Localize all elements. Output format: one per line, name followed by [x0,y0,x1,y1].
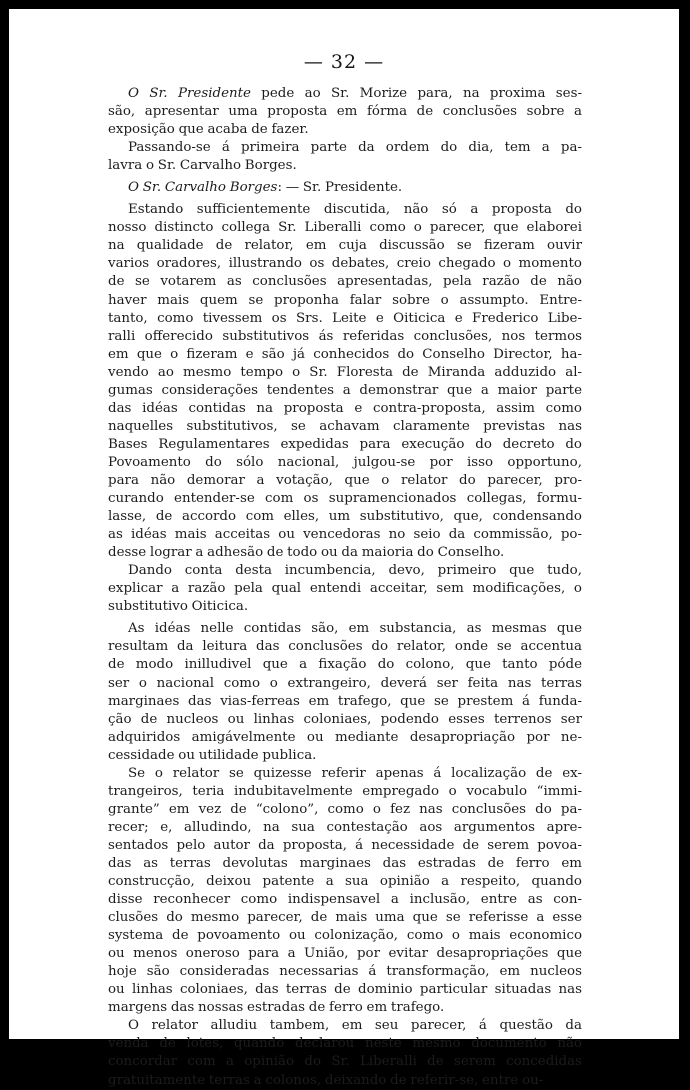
text-line: O relator alludiu tambem, em seu parecer, á questão da [128,1018,582,1034]
paragraph-3 [108,179,582,197]
paragraph-5 [108,562,582,616]
text-line: gratuitamente terras a colonos, deixando de referir-se, entre ou- [108,1072,544,1088]
text-line: substitutivo Oiticica. [108,599,249,615]
text-line: cessidade ou utilidade publica. [108,747,317,763]
text-line: systema de povoamento ou colonização, como o mais economico [108,928,582,944]
text-line: em que o fizeram e são já conhecidos do Conselho Director, ha- [108,346,582,362]
text-line: ralli offerecido substitutivos ás referidas conclusões, nos termos [108,328,582,344]
paragraph-2 [108,139,582,175]
text-line: de se votarem as conclusões apresentadas, pela razão de não [108,274,582,290]
text-line: sentados pelo autor da proposta, á necessidade de serem povoa- [108,837,582,853]
text-line: construcção, deixou patente a sua opinião a respeito, quando [108,874,582,890]
text-line: tanto, como tivessem os Srs. Leite e Oiticica e Frederico Libe- [108,310,582,326]
body-text [108,85,582,1090]
text-line: O Sr. Presidente pede ao Sr. Morize para, na proxima ses- [128,86,582,101]
text-line: naquelles substitutivos, se achavam claramente previstas nas [108,418,582,434]
text-line: venda de lotes, quando declarou neste mesmo documento não [108,1036,582,1052]
text-line: trangeiros, teria indubitavelmente empregado o vocabulo “immi- [108,783,582,799]
text-line: varios oradores, illustrando os debates, creio chegado o momento [108,256,582,272]
text-line: grante” em vez de “colono”, como o fez nas conclusões do pa- [108,801,582,817]
text-line: ção de nucleos ou linhas coloniaes, podendo esses terrenos ser [108,711,582,727]
text-line: ser o nacional como o extrangeiro, deverá ser feita nas terras [108,675,582,691]
text-line: recer; e, alludindo, na sua contestação aos argumentos apre- [108,819,582,835]
text-line: Bases Regulamentares expedidas para execução do decreto do [108,436,582,452]
text-line: gumas considerações tendentes a demonstrar que a maior parte [108,382,582,398]
text-line: desse lograr a adhesão de todo ou da maioria do Conselho. [108,545,505,561]
text-line: adquiridos amigávelmente ou mediante desapropriação por ne- [108,729,582,745]
page-number: — 32 — [303,51,385,73]
text-line: lavra o Sr. Carvalho Borges. [108,158,297,174]
text-line: O Sr. Carvalho Borges: — Sr. Presidente. [128,180,403,196]
text-line: ou menos oneroso para a União, por evitar desapropriações que [108,946,582,962]
text-line: de modo inilludivel que a fixação do colono, que tanto póde [108,657,582,673]
paragraph-7 [108,765,582,1018]
text-line: Estando sufficientemente discutida, não só a proposta do [128,202,582,218]
paragraph-4 [108,201,582,562]
text-line: das as terras devolutas marginaes das estradas de ferro em [108,855,582,871]
text-line: nosso distincto collega Sr. Liberalli como o parecer, que elaborei [108,220,582,236]
text-line: para não demorar a votação, que o relator do parecer, pro- [108,472,582,488]
paragraph-6 [108,620,582,764]
paragraph-1 [108,85,582,139]
text-line: na qualidade de relator, em cuja discussão se fizeram ouvir [108,238,582,254]
text-line: Dando conta desta incumbencia, devo, primeiro que tudo, [128,563,582,579]
text-line: resultam da leitura das conclusões do relator, onde se accentua [108,639,582,655]
text-line: explicar a razão pela qual entendi acceitar, sem modificações, o [108,581,582,597]
document-page [9,9,679,1088]
text-line: concordar com a opinião do Sr. Liberalli de serem concedidas [108,1054,582,1070]
text-line: vendo ao mesmo tempo o Sr. Floresta de Miranda adduzido al- [108,364,582,380]
text-line: haver mais quem se proponha falar sobre o assumpto. Entre- [108,292,582,308]
text-line: Povoamento do sólo nacional, julgou-se por isso opportuno, [108,454,582,470]
text-line: Passando-se á primeira parte da ordem do dia, tem a pa- [128,140,582,156]
paragraph-8 [108,1017,582,1089]
text-line: curando entender-se com os supramencionados collegas, formu- [108,491,582,507]
text-line: exposição que acaba de fazer. [108,122,309,138]
text-line: marginaes das vias-ferreas em trafego, que se prestem á funda- [108,693,582,709]
text-line: lasse, de accordo com elles, um substitutivo, que, condensando [108,509,582,525]
text-line: margens das nossas estradas de ferro em trafego. [108,1000,445,1016]
text-line: As idéas nelle contidas são, em substancia, as mesmas que [128,621,582,637]
text-line: ou linhas coloniaes, das terras de dominio particular situadas nas [108,982,582,998]
text-line: das idéas contidas na proposta e contra-proposta, assim como [108,400,582,416]
text-line: clusões do mesmo parecer, de mais uma que se referisse a esse [108,910,582,926]
text-line: as idéas mais acceitas ou vencedoras no seio da commissão, po- [108,527,582,543]
text-line: hoje são consideradas necessarias á transformação, em nucleos [108,964,582,980]
text-line: Se o relator se quizesse referir apenas á localização de ex- [128,765,582,781]
text-line: são, apresentar uma proposta em fórma de conclusões sobre a [108,104,582,120]
text-line: disse reconhecer como indispensavel a inclusão, entre as con- [108,892,582,908]
